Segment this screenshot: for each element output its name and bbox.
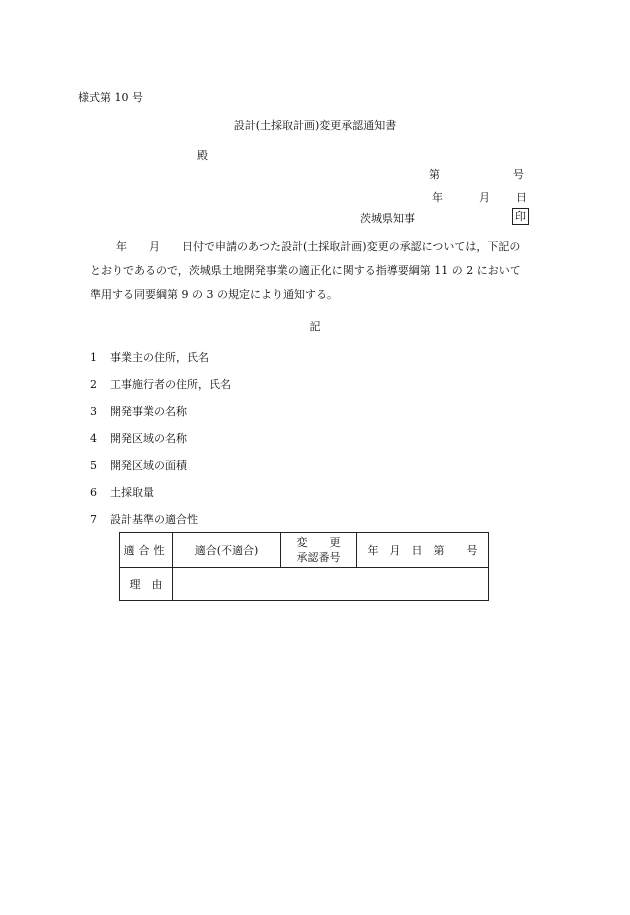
item-label: 開発区域の名称: [110, 432, 187, 445]
list-item: [90, 376, 231, 392]
body-text-line: とおりであるので，茨城県土地開発事業の適正化に関する指導要綱第 11 の 2 において: [90, 264, 521, 277]
ki-heading: 記: [309, 320, 321, 333]
addressee-honorific: 殿: [197, 149, 208, 162]
body-text-line: 準用する同要綱第 9 の 3 の規定により通知する。: [90, 288, 338, 301]
compliance-label: 適合性: [120, 533, 173, 568]
reason-label: 理 由: [120, 568, 173, 601]
form-number: 様式第 10 号: [78, 91, 143, 104]
doc-number-prefix: 第: [429, 168, 440, 181]
seal-stamp: 印: [512, 208, 529, 225]
reason-value: [173, 568, 489, 601]
item-label: 設計基準の適合性: [110, 513, 198, 526]
item-number: 5: [90, 459, 97, 472]
list-item: [90, 457, 187, 473]
body-text-line: 年 月 日付で申請のあつた設計(土採取計画)変更の承認については，下記の: [116, 240, 521, 253]
item-number: 6: [90, 486, 97, 499]
list-item: [90, 403, 187, 419]
item-label: 土採取量: [110, 486, 154, 499]
list-item: [90, 511, 198, 527]
change-approval-label: [281, 533, 357, 568]
item-number: 1: [90, 351, 97, 364]
date-year: 年: [432, 191, 443, 204]
item-label: 事業主の住所，氏名: [110, 351, 209, 364]
item-label: 工事施行者の住所，氏名: [110, 378, 231, 391]
date-month: 月: [479, 191, 490, 204]
date-day: 日: [516, 191, 527, 204]
item-number: 3: [90, 405, 97, 418]
item-label: 開発区域の面積: [110, 459, 187, 472]
item-number: 2: [90, 378, 97, 391]
change-label-top: 変 更: [296, 536, 341, 549]
item-number: 4: [90, 432, 97, 445]
change-label-bottom: 承認番号: [296, 551, 341, 564]
compliance-value: 適合(不適合): [173, 533, 281, 568]
list-item: [90, 484, 154, 500]
compliance-table: [119, 532, 489, 601]
list-item: [90, 430, 187, 446]
list-item: [90, 349, 209, 365]
item-label: 開発事業の名称: [110, 405, 187, 418]
issuer-name: 茨城県知事: [360, 212, 415, 225]
doc-number-suffix: 号: [513, 168, 524, 181]
item-number: 7: [90, 513, 97, 526]
document-title: 設計(土採取計画)変更承認通知書: [233, 119, 397, 132]
approval-date-number: 年 月 日 第 号: [357, 533, 489, 568]
